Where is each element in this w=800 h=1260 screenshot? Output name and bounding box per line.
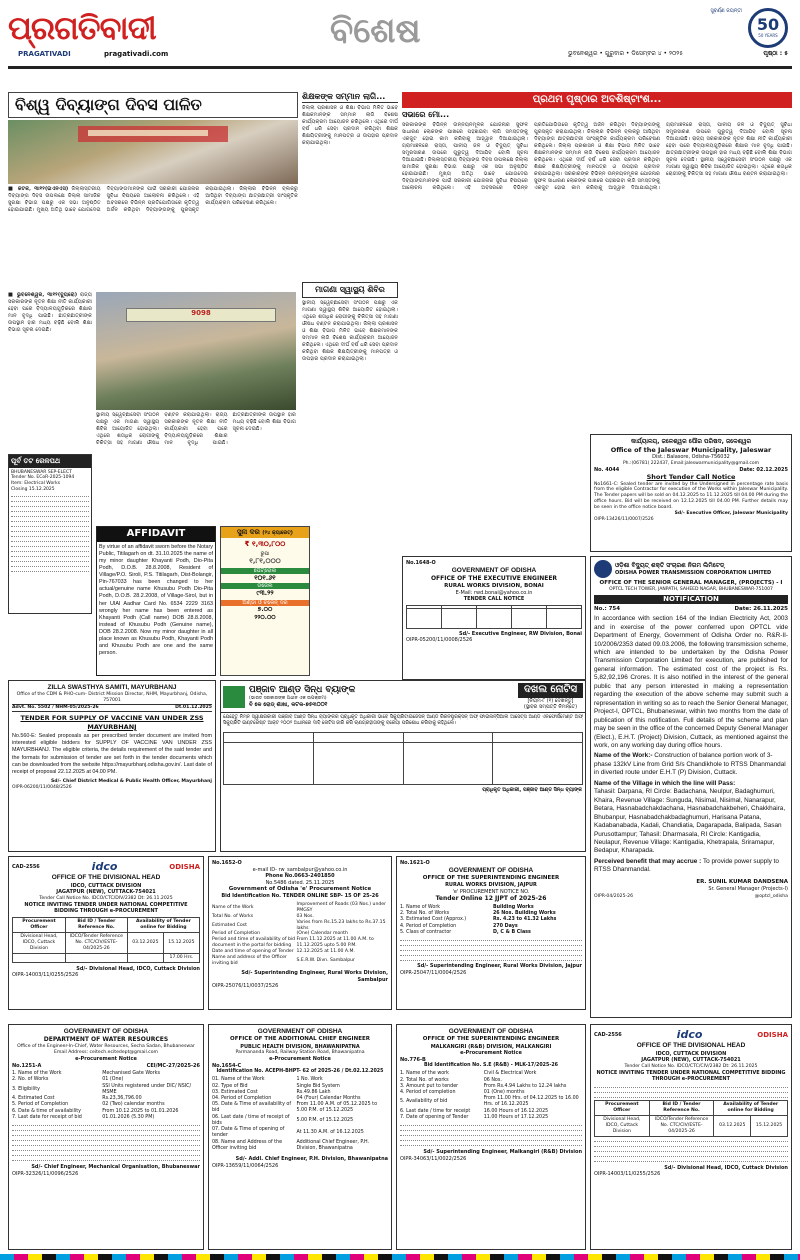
water-resources-notice: GOVERNMENT OF ODISHA DEPARTMENT OF WATER RESOURCES Office of the Engineer-In-Chief, Water Resources, Secha Sadan, Bhubaneswar Email Address: ceitech.ecitedept@gmail.com e-Procurement Notice No.1251-A CEI/MC-27/2025-26 1. Name of the Work Mechanised Gate Works 2. No. of Works 01 (One) 3. Eligibility SSI Units registered under DIC/ NSIC/ MSME 4. Estimated Cost Rs.23,36,796.00 5. Period of Completion 02 (Two) calendar months 6. Date & time of availability From 10.12.2025 to 01.01.2026 7. Last date for receipt of bid 01.01.2026 (5.30 PM) Sd/- Chief Engineer, Mechanical Organisation, Bhubaneswar OIPR-32326/11/0096/2526 <box>8 1024 204 1250</box>
story-mid-top: ଶିକ୍ଷକଙ୍କ ସମ୍ମାନ ଲାଗି... ଜିଲ୍ଲା ପ୍ରଶାସନ ଓ ଶିକ୍ଷା ବିଭାଗ ମିଳିତ ଭାବେ ଶିକ୍ଷକମାନଙ୍କ ସମ୍ମାନ ଲାଗି ବିଶେଷ କାର୍ଯ୍ୟକ୍ରମ ଆୟୋଜନ କରିଥିଲେ। ଏଥିରେ ଦୀର୍ଘ ବର୍ଷ ଧରି ସେବା ପ୍ରଦାନ କରିଥିବା ଶିକ୍ଷକ ଶିକ୍ଷୟିତ୍ରୀଙ୍କୁ ମାନପତ୍ର ଓ ଉପହାର ପ୍ରଦାନ କରାଯାଇଥିଲା। <box>302 92 398 147</box>
optcl-notification: ଓଡ଼ିଶା ବିଦ୍ୟୁତ୍ ଶକ୍ତି ସଂଚାରଣ ନିଗମ ଲିମିଟେଡ୍ ODISHA POWER TRANSMISSION CORPORATION LIMITED OFFICE OF THE SENIOR GENERAL MANAGER, (PROJECTS) - I OPTCL TECH TOWER, JANPATH, SAHEED NAGAR, BHUBANESWAR-751007 NOTIFICATION No.: 754 Date: 26.11.2025 In accordance with section 164 of the Indian Electricity Act, 2003 and in exercise of the power conferred upon OPTCL vide Department of Energy, Government of Odisha Order no. R&R-II-10/2006/2353 dated 09.03.2006, the following transmission scheme, which are intended to be undertaken by the Odisha Power Transmission Corporation Limited for execution, are published for general information. The estimated cost of the project is Rs. 5,82,92,196 Crores. It is also notified in the interest of the general public that any person interested in making a representation regarding the execution of the above scheme may submit such a representation in writing so as to reach the Senior General Manager, Project-I, OPTCL, Bhubaneswar, within two months from the date of publication of this notification. Full details of the scheme and plan may be seen in the office of the concerned Deputy General Manager (Elect.), E.H.T. (Project) Division, Cuttack, as mentioned against the work, on any working day during office hours. Name of the Work:- Construction of balance portion work of 3-phase 132kV Line from Grid S/s Chandikhole to RTSS Dhanmandal in diverted route under E.H.T (P) Division, Cuttack. Name of the Village in which the line will Pass: Tahasil: Darpana, RI Circle: Badachana, Neulpur, Badaghumuri, Khaira, Revenue Village: Sunguda, Nisimal, Nisimal, Nanarapur, Betara, Hasnabadchakdachana, Hasnabadchakbeheri, Chakkhaira, Bhubanpur, Hasnabadchakbadaghumuri, Harisana Patana, Kadabanabada, Kadali, Chandiatia, Dagarapada, Balipada, Sasan Purusottampur; Tahasil: Dharmasala, RI Circle: Kantigadia, Neulapur, Revenue Village: Kantigadia, Khetrapala, Sriramapur, Bedapur, Kharapada. Perceived benefit that may accrue : To provide power supply to RTSS Dhanmandal. ER. SUNIL KUMAR DANDSENA Sr. General Manager (Projects-I) OIPR-04/2025-26 @optcl_odisha <box>590 556 792 1018</box>
idco-logo: idco <box>91 860 118 873</box>
optcl-logo <box>594 560 612 578</box>
story-right-sub: ସଭାରେ ମୋ... <box>402 110 450 119</box>
idco-tender-1: CAD-2556 idco ODISHA OFFICE OF THE DIVISIONAL HEAD IDCO, CUTTACK DIVISION JAGATPUR (NEW), CUTTACK-754021 Tender Call Notice No. IDCO/CTC/DIV/2382 Dt: 26.11.2025 NOTICE INVITING TENDER UNDER NATIONAL COMPETITIVE BIDDING THROUGH e-PROCUREMENT Procurement Officer Bid ID / Tender Reference No. Availability of Tender online for Bidding Divisional Head, IDCO, Cuttack Division IDCO/Tender Reference No. CTC/CIV/ESTE-04/2025-26 03.12.2025 15.12.2025 17.00 Hrs. Sd/- Divisional Head, IDCO, Cuttack Division OIPR-14003/11/0255/2526 <box>8 856 204 1010</box>
anniversary-label: ସୁବର୍ଣ୍ଣ ଜୟନ୍ତୀ <box>710 8 742 14</box>
story-right-headline: ପ୍ରଥମ ପୃଷ୍ଠାର ଅବଶିଷ୍ଟାଂଶ... <box>402 92 792 108</box>
section-title: ବିଶେଷ <box>330 11 421 51</box>
masthead-rule <box>8 66 792 69</box>
story-mid2-cont: ସ୍ଥାନୀୟ ସ୍ୱେଚ୍ଛାସେବୀ ସଂଗଠନ ପକ୍ଷରୁ ଏକ ମାଗଣା ସ୍ୱାସ୍ଥ୍ୟ ଶିବିର ଆୟୋଜିତ ହୋଇଥିଲା। ଏଥିରେ ଶତାଧିକ ରୋଗୀଙ୍କୁ ଚିକିତ୍ସା ସହ ମାଗଣା ଔଷଧ ବଣ୍ଟନ କରାଯାଇଥିଲା। ରାଜ୍ୟ ସରକାରଙ୍କ ନୂତନ ଶିକ୍ଷା ନୀତି କାର୍ଯ୍ୟକାରୀ ହେବା ପରେ ବିଦ୍ୟାଳୟଗୁଡ଼ିକରେ ଶିକ୍ଷାର ମାନ ବୃଦ୍ଧି ପାଇଛି। ଛାତ୍ରଛାତ୍ରୀଙ୍କ ଉପସ୍ଥାନ ହାର ମଧ୍ୟ ବଢ଼ିଛି ବୋଲି ଶିକ୍ଷା ବିଭାଗ ସୂଚନା ଦେଇଛି। <box>96 412 296 447</box>
ee-sambalpur-tender: No.1652-O e-mail ID- rw_sambalpur@yahoo.co.in Phone No.0663-2401850 No.5486 dated. 25.11.2025 Government of Odisha 'e' Procurement Notice Bid Identification No. TENDER ONLINE SBP- 15 OF 25-26 Name of the Work Improvement of Roads (03 Nos.) under PMGSY Total No. of Works 03 Nos. Estimated Cost Varies from Rs.15.23 lakhs to Rs.37.15 lakhs Period of Completion (One) Calendar month Period and time of availability of bid document in the portal for bidding From 11.12.2025 at 11.00 A.M. to 11.12.2025 upto 5.00 P.M. Date and time of opening of Tender 12.12.2025 at 11.00 A.M. Name and address of the Officer inviting bid S.E.R.W. Divn. Sambalpur Sd/- Superintending Engineer, Rural Works Division, Sambalpur OIPR-25076/11/0037/2526 <box>208 856 392 1010</box>
bonai-tender: No.1648-O GOVERNMENT OF ODISHA OFFICE OF THE EXECUTIVE ENGINEER RURAL WORKS DIVISION, BONAI E-Mail: rwd.bonai@yahoo.co.in TENDER CALL NOTICE Sd/- Executive Engineer, RW Division, Bonai OIPR-05200/11/0008/2526 <box>402 556 586 680</box>
chicken-price: ୨୨୦.୦୦ <box>254 613 276 621</box>
story1-photo <box>8 120 298 184</box>
malkangiri-notice: GOVERNMENT OF ODISHA OFFICE OF THE SUPERINTENDING ENGINEER MALKANGIRI (R&B) DIVISION, MALKANGIRI e-Procurement Notice No.776-B Bid Identification No. S.E (R&B) - MLK-17/2025-26 1. Name of the work Civil & Electrical Work 2. Total No. of works 06 Nos. 3. Amount put to tender From Rs.4.94 Lakhs to 12.24 lakhs 4. Period of completion 01 (One) months 5. Availability of bid From 11.00 Hrs. of 04.12.2025 to 16.00 Hrs. of 16.12.2025 6. Last date / time for receipt 16.00 Hours of 16.12.2025 7. Date of opening of Tender 11.00 Hours of 17.12.2025 Sd/- Superintending Engineer, Malkangiri (R&B) Division OIPR-34063/11/0022/2526 <box>396 1024 586 1250</box>
se-jajpur-tender: No.1621-O GOVERNMENT OF ODISHA OFFICE OF THE SUPERINTENDING ENGINEER RURAL WORKS DIVISION, JAJPUR 'e' PROCUREMENT NOTICE NO. Tender Online 12 JJPT of 2025-26 1. Name of Work Building Works 2. Total No. of Works 26 Nos. Building Works 3. Estimated Cost (Approx.) Rs. 4.23 to 41.32 Lakhs 4. Period of Completion 270 Days 5. Class of contractor D, C & B Class Sd/- Superintending Engineer, Rural Works Division, Jajpur OIPR-25047/11/0004/2526 <box>396 856 586 1010</box>
silver-price: ୧,୮୧,୦୦୦ <box>249 556 281 565</box>
story1-body: ■ କଟକ, ୩ା୧୨(ଇଏନଏସ) ଜିଲ୍ଲାସ୍ତରୀୟ ଦିବ୍ୟାଙ୍ଗ ଦିବସ ଉପଲକ୍ଷେ ଜିଲ୍ଲା ସାମାଜିକ ସୁରକ୍ଷା ବିଭାଗ ପକ୍ଷରୁ ଏକ ସଭା ଅନୁଷ୍ଠିତ ହୋଇଯାଇଛି। ମୁଖ୍ୟ ଅତିଥି ଭାବେ ଯୋଗଦେଇ ଦିବ୍ୟାଙ୍ଗମାନଙ୍କ ପାଇଁ ସରକାରୀ ଯୋଜନାର ସୁବିଧା ବିଷୟରେ ଆଲୋଚନା କରିଥିଲେ। ଏହି ଅବସରରେ ବିଭିନ୍ନ ପ୍ରତିଯୋଗିତାରେ କୃତିତ୍ୱ ଅର୍ଜନ କରିଥିବା ଦିବ୍ୟାଙ୍ଗଙ୍କୁ ପୁରସ୍କୃତ କରାଯାଇଥିଲା। ଜିଲ୍ଲାର ବିଭିନ୍ନ ବ୍ଲକରୁ ଆସିଥିବା ଦିବ୍ୟାଙ୍ଗ ଛାତ୍ରଛାତ୍ରୀ ସାଂସ୍କୃତିକ କାର୍ଯ୍ୟକ୍ରମ ପରିବେଷଣ କରିଥିଲେ। <box>8 186 298 214</box>
petrol-price: ୧୦୧.୬୧ <box>254 574 276 583</box>
story-mid2: ମାଗଣା ସ୍ୱାସ୍ଥ୍ୟ ଶିବିର ସ୍ଥାନୀୟ ସ୍ୱେଚ୍ଛାସେବୀ ସଂଗଠନ ପକ୍ଷରୁ ଏକ ମାଗଣା ସ୍ୱାସ୍ଥ୍ୟ ଶିବିର ଆୟୋଜିତ ହୋଇଥିଲା। ଏଥିରେ ଶତାଧିକ ରୋଗୀଙ୍କୁ ଚିକିତ୍ସା ସହ ମାଗଣା ଔଷଧ ବଣ୍ଟନ କରାଯାଇଥିଲା। ଜିଲ୍ଲା ପ୍ରଶାସନ ଓ ଶିକ୍ଷା ବିଭାଗ ମିଳିତ ଭାବେ ଶିକ୍ଷକମାନଙ୍କ ସମ୍ମାନ ଲାଗି ବିଶେଷ କାର୍ଯ୍ୟକ୍ରମ ଆୟୋଜନ କରିଥିଲେ। ଏଥିରେ ଦୀର୍ଘ ବର୍ଷ ଧରି ସେବା ପ୍ରଦାନ କରିଥିବା ଶିକ୍ଷକ ଶିକ୍ଷୟିତ୍ରୀଙ୍କୁ ମାନପତ୍ର ଓ ଉପହାର ପ୍ରଦାନ କରାଯାଇଥିଲା। <box>302 282 398 524</box>
optcl-social-link[interactable]: @optcl_odisha <box>754 894 788 900</box>
banner-number: 9098 <box>191 309 211 317</box>
anniversary-logo: 50 50 YEARS <box>748 8 788 48</box>
market-rates: ସୁନା ଦର (୨୪ କ୍ୟାରେଟ୍) ₹ ୧,୩୦,୮୦୦ ରୁପା ୧,୮୧,୦୦୦ ପେଟ୍ରୋଲ ୧୦୧.୬୧ ଡିଜେଲ ୯୩.୨୨ ଅଣ୍ଡା ଓ ଚିକେନ୍ ଦର ୭.୦୦ ୨୨୦.୦୦ <box>220 526 310 676</box>
psb-possession-notice: ପଞ୍ଜାବ ଆଣ୍ଡ ସିନ୍ଧ ବ୍ୟାଙ୍କ (ଭାରତ ସରକାରଙ୍କ ଅଧୀନ ଏକ ଉପକ୍ରମ) ବି କେ ରୋଡ୍ ଶାଖା, କଟକ-୭୫୩୦୦୧ ଦଖଲ ନୋଟିସ [ନିୟମ-୮ (୧) ଦେଖନ୍ତୁ] (ସ୍ଥାବର ସମ୍ପତ୍ତି ନିମନ୍ତେ) ଯେହେତୁ ନିମ୍ନ ସ୍ୱାକ୍ଷରକାରୀ ପଞ୍ଜାବ ଆଣ୍ଡ ସିନ୍ଧ ବ୍ୟାଙ୍କର ପ୍ରାଧିକୃତ ଅଧିକାରୀ ଭାବେ ସିକ୍ୟୁରିଟାଇଜେସନ୍ ଆଣ୍ଡ ରିକନଷ୍ଟ୍ରକ୍ସନ୍ ଅଫ୍ ଫାଇନାନ୍ସିଆଲ ଆସେଟ୍ସ ଆଣ୍ଡ ଏନଫୋର୍ସମେଣ୍ଟ ଅଫ୍ ସିକ୍ୟୁରିଟି ଇଣ୍ଟରେଷ୍ଟ ଆକ୍ଟ ୨୦୦୨ ଅଧୀନରେ ଦାବି ନୋଟିସ ଜାରି କରି ଋଣଗ୍ରହୀତାଙ୍କୁ ବକେୟା ପରିଶୋଧ କରିବାକୁ କହିଥିଲେ। ପ୍ରାଧିକୃତ ଅଧିକାରୀ, ପଞ୍ଜାବ ଆଣ୍ଡ ସିନ୍ଧ ବ୍ୟାଙ୍କ <box>220 680 586 852</box>
dateline: ଭୁବନେଶ୍ୱର • ଗୁରୁବାର • ଡିସେମ୍ବର ୪ • ୨୦୨୫ <box>568 50 684 57</box>
website[interactable]: pragativadi.com <box>104 50 169 58</box>
page-number: ପୃଷ୍ଠା : ୫ <box>763 50 788 57</box>
gold-price: ୧,୩୦,୮୦୦ <box>251 539 286 548</box>
diesel-price: ୯୩.୨୨ <box>256 589 274 598</box>
bazaar-box: ପୂର୍ବ ତଟ ରେଳପଥ BHUBANESWAR SEP-ELECT Tender No. ECoR-2025-1094 Item: Electrical Works Closing 15.12.2025 <box>8 454 92 614</box>
phd-bhawanipatna-notice: GOVERNMENT OF ODISHA OFFICE OF THE ADDITIONAL CHIEF ENGINEER PUBLIC HEALTH DIVISION, BHAWANIPATNA Parmananda Road, Railway Station Road, Bhawanipatna e-Procurement Notice No.1654-C Identification No. ACEPH-BHPT- 62 of 2025-26 / Dt.02.12.2025 01. Name of the Work 1 No. Work 02. Type of Bid Single Bid System 03. Estimated Cost Rs.49.86 Lakh 04. Period of Completion 04 (Four) Calendar Months 05. Date & Time of availability of bid From 11.00 A.M. of 05.12.2025 to 5.00 P.M. of 15.12.2025 06. Last date / time of receipt of bids 5.00 P.M. of 15.12.2025 07. Date & Time of opening of tender At 11.30 A.M. of 16.12.2025 08. Name and Address of the Officer inviting bid Additional Chief Engineer, P.H. Division, Bhawanipatna Sd/- Addl. Chief Engineer, P.H. Division, Bhawanipatna OIPR-13659/11/0064/2526 <box>208 1024 392 1250</box>
affidavit-box: AFFIDAVIT By virtue of an affidavit sworn before the Notary Public, Titilagarh on dt. 31.10.2025 the name of my minor daughter Khayanti Podh, Dio-Pita Podh, D.O.B. 28.8.2008, Resident of Village/P.O. Siroli, P.S. Titilagarh, Dist-Bolangir, Pin-767033 has been changed to her actual/genuine name Khusubu Podh Dio-Pita Podh, D.O.B. 28.2.2008, of Village-Sirol, but in her UIAI Aadhar Card No. 6534 2229 3163 wrongly her name has been entered as Khayanti Podh (Call name) DOB 28.8.2008, instead of Khusubu Podh (Genuine name), DOB 28.2.2008. Now my minor daughter in all place known as Khusubu Podh, Khayanti Podh and Khusubu Podh are one and the same person. <box>96 526 216 676</box>
brand-logo[interactable]: ପ୍ରଗତିବାଦୀ <box>8 9 156 47</box>
brand-english: PRAGATIVADI <box>18 50 71 58</box>
idco-tender-2: CAD-2556 idco ODISHA OFFICE OF THE DIVISIONAL HEAD IDCO, CUTTACK DIVISION JAGATPUR (NEW), CUTTACK-754021 Tender Call Notice No. IDCO/CTC/CIV/2382 Dt: 26.11.2025 NOTICE INVITING TENDER UNDER NATIONAL COMPETITIVE BIDDING THROUGH e-PROCUREMENT Procurement Officer Bid ID / Tender Reference No. Availability of Tender online for Bidding Divisional Head, IDCO, Cuttack Division IDCO/Tender Reference No. CTC/CIV/ESTE-04/2025-26 03.12.2025 15.12.2025 Sd/- Divisional Head, IDCO, Cuttack Division OIPR-14003/11/0255/2526 <box>590 1024 792 1250</box>
color-registration-bar <box>0 1254 800 1260</box>
story-right-body: ସରକାରଙ୍କ ବିଭିନ୍ନ ଉନ୍ନୟନମୂଳକ ଯୋଜନାର ସୁଫଳ ସାଧାରଣ ଲୋକଙ୍କ ପାଖରେ ପହଞ୍ଚାଇବା ଲାଗି ସମସ୍ତଙ୍କୁ ଏକଜୁଟ ହୋଇ କାମ କରିବାକୁ ଆହ୍ୱାନ ଦିଆଯାଇଥିଲା। ଗ୍ରାମାଞ୍ଚଳରେ ରାସ୍ତା, ପାନୀୟ ଜଳ ଓ ବିଦ୍ୟୁତ୍ ସୁବିଧା ସମ୍ପ୍ରସାରଣ ଉପରେ ଗୁରୁତ୍ୱ ଦିଆଯିବ ବୋଲି ସୂଚନା ଦିଆଯାଇଛି। ଜିଲ୍ଲାସ୍ତରୀୟ ଦିବ୍ୟାଙ୍ଗ ଦିବସ ଉପଲକ୍ଷେ ଜିଲ୍ଲା ସାମାଜିକ ସୁରକ୍ଷା ବିଭାଗ ପକ୍ଷରୁ ଏକ ସଭା ଅନୁଷ୍ଠିତ ହୋଇଯାଇଛି। ମୁଖ୍ୟ ଅତିଥି ଭାବେ ଯୋଗଦେଇ ଦିବ୍ୟାଙ୍ଗମାନଙ୍କ ପାଇଁ ସରକାରୀ ଯୋଜନାର ସୁବିଧା ବିଷୟରେ ଆଲୋଚନା କରିଥିଲେ। ଏହି ଅବସରରେ ବିଭିନ୍ନ ପ୍ରତିଯୋଗିତାରେ କୃତିତ୍ୱ ଅର୍ଜନ କରିଥିବା ଦିବ୍ୟାଙ୍ଗଙ୍କୁ ପୁରସ୍କୃତ କରାଯାଇଥିଲା। ଜିଲ୍ଲାର ବିଭିନ୍ନ ବ୍ଲକରୁ ଆସିଥିବା ଦିବ୍ୟାଙ୍ଗ ଛାତ୍ରଛାତ୍ରୀ ସାଂସ୍କୃତିକ କାର୍ଯ୍ୟକ୍ରମ ପରିବେଷଣ କରିଥିଲେ। ଜିଲ୍ଲା ପ୍ରଶାସନ ଓ ଶିକ୍ଷା ବିଭାଗ ମିଳିତ ଭାବେ ଶିକ୍ଷକମାନଙ୍କ ସମ୍ମାନ ଲାଗି ବିଶେଷ କାର୍ଯ୍ୟକ୍ରମ ଆୟୋଜନ କରିଥିଲେ। ଏଥିରେ ଦୀର୍ଘ ବର୍ଷ ଧରି ସେବା ପ୍ରଦାନ କରିଥିବା ଶିକ୍ଷକ ଶିକ୍ଷୟିତ୍ରୀଙ୍କୁ ମାନପତ୍ର ଓ ଉପହାର ପ୍ରଦାନ କରାଯାଇଥିଲା। ସରକାରଙ୍କ ବିଭିନ୍ନ ଉନ୍ନୟନମୂଳକ ଯୋଜନାର ସୁଫଳ ସାଧାରଣ ଲୋକଙ୍କ ପାଖରେ ପହଞ୍ଚାଇବା ଲାଗି ସମସ୍ତଙ୍କୁ ଏକଜୁଟ ହୋଇ କାମ କରିବାକୁ ଆହ୍ୱାନ ଦିଆଯାଇଥିଲା। ଗ୍ରାମାଞ୍ଚଳରେ ରାସ୍ତା, ପାନୀୟ ଜଳ ଓ ବିଦ୍ୟୁତ୍ ସୁବିଧା ସମ୍ପ୍ରସାରଣ ଉପରେ ଗୁରୁତ୍ୱ ଦିଆଯିବ ବୋଲି ସୂଚନା ଦିଆଯାଇଛି। ରାଜ୍ୟ ସରକାରଙ୍କ ନୂତନ ଶିକ୍ଷା ନୀତି କାର୍ଯ୍ୟକାରୀ ହେବା ପରେ ବିଦ୍ୟାଳୟଗୁଡ଼ିକରେ ଶିକ୍ଷାର ମାନ ବୃଦ୍ଧି ପାଇଛି। ଛାତ୍ରଛାତ୍ରୀଙ୍କ ଉପସ୍ଥାନ ହାର ମଧ୍ୟ ବଢ଼ିଛି ବୋଲି ଶିକ୍ଷା ବିଭାଗ ସୂଚନା ଦେଇଛି। ସ୍ଥାନୀୟ ସ୍ୱେଚ୍ଛାସେବୀ ସଂଗଠନ ପକ୍ଷରୁ ଏକ ମାଗଣା ସ୍ୱାସ୍ଥ୍ୟ ଶିବିର ଆୟୋଜିତ ହୋଇଥିଲା। ଏଥିରେ ଶତାଧିକ ରୋଗୀଙ୍କୁ ଚିକିତ୍ସା ସହ ମାଗଣା ଔଷଧ ବଣ୍ଟନ କରାଯାଇଥିଲା। <box>402 122 792 192</box>
masthead <box>8 6 792 64</box>
psb-logo <box>223 686 245 708</box>
egg-price: ୭.୦୦ <box>257 606 273 614</box>
jaleswar-notice: କାର୍ଯ୍ୟାଳୟ, ଜଳେଶ୍ୱର ପୌର ପରିଷଦ, ଜଳେଶ୍ୱର Office of the Jaleswar Municipality, Jaleswar Dist.: Balasore, Odisha-756032 Ph.:(06781) 222437, Email:jaleswarmunicipality@gmail.com No. 4044 Date: 02.12.2025 Short Tender Call Notice No1661-C: Sealed tender are invited by the Undersigned in percentage rate basis from the eligible Contractor for execution of the Works within Jaleswar Municipality. The Tender papers will be sold on 04.12.2025 to 11.12.2025 till 04.00 PM during the office hours. Bid will be received on 12.12.2025 till 04.00 PM. Further details may be seen in the office notice board. Sd/- Executive Officer, Jaleswar Municipality OIPR-13426/11/0007/2526 <box>590 434 792 552</box>
camp-photo <box>96 292 296 410</box>
zss-tender: ZILLA SWASTHYA SAMITI, MAYURBHANJ Office of the CDM & PHO-cum- District Mission Director, NHM, Mayurbhanj, Odisha, 757001 Advt. No. 5502 / NHM-05/2025-26 Dt.01.12.2025 TENDER FOR SUPPLY OF VACCINE VAN UNDER ZSS MAYURBHANJ No.560-E: Sealed proposals as per prescribed tender document are invited from interested eligible bidders for SUPPLY OF VACCINE VAN UNDER ZSS MAYURBHANJ. The eligible criteria, the details requirement of the said tender and the formats for submission of tender are set forth in the tender documents which can be downloaded from the website https://mayurbhanj.odisha.gov.in/. Last date of receipt of proposal 22.12.2025 at 04.00 PM. Sd/- Chief District Medical & Public Health Officer, Mayurbhanj OIPR-06200/11/0048/2526 <box>8 680 216 852</box>
idco-logo-2: idco <box>676 1028 703 1041</box>
story3-body: ■ ଭୁବନେଶ୍ୱର, ୩ା୧୨(ବ୍ୟୁରୋ) ରାଜ୍ୟ ସରକାରଙ୍କ ନୂତନ ଶିକ୍ଷା ନୀତି କାର୍ଯ୍ୟକାରୀ ହେବା ପରେ ବିଦ୍ୟାଳୟଗୁଡ଼ିକରେ ଶିକ୍ଷାର ମାନ ବୃଦ୍ଧି ପାଇଛି। ଛାତ୍ରଛାତ୍ରୀଙ୍କ ଉପସ୍ଥାନ ହାର ମଧ୍ୟ ବଢ଼ିଛି ବୋଲି ଶିକ୍ଷା ବିଭାଗ ସୂଚନା ଦେଇଛି। <box>8 292 92 334</box>
story1-headline: ବିଶ୍ୱ ଦିବ୍ୟାଙ୍ଗ ଦିବସ ପାଳିତ <box>8 92 298 118</box>
